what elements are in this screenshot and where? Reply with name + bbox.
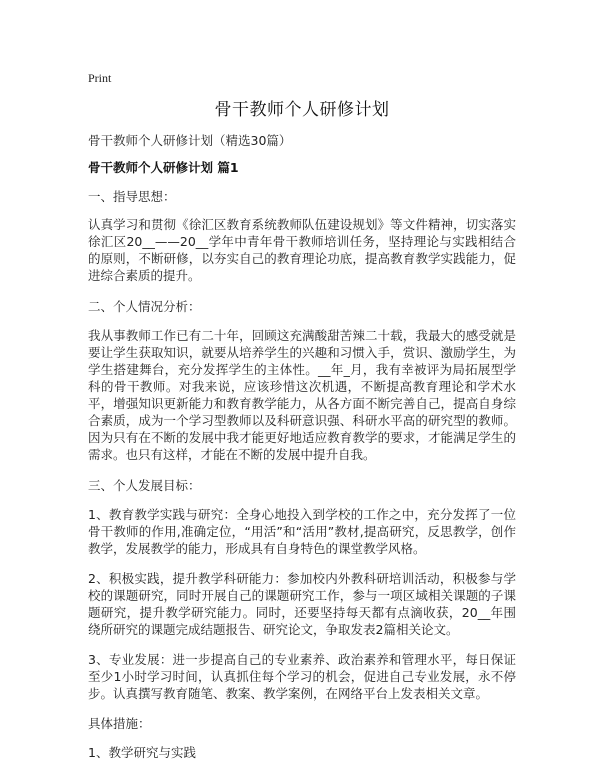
document-page [88,70,516,761]
document-subtitle: 骨干教师个人研修计划（精选30篇） [88,133,292,148]
section-heading-guiding-ideology: 一、指导思想： [88,189,176,204]
section-heading-specific-measures: 具体措施： [88,716,151,731]
paragraph-measure-teaching-research: 1、教学研究与实践 [88,745,196,760]
document-title: 骨干教师个人研修计划 [214,100,390,120]
paragraph-goal-teaching-practice: 1、教育教学实践与研究：全身心地投入到学校的工作之中，充分发挥了一位骨干教师的作用,准确定位，“用活”和“活用”教材,提高研究，反思教学，创作教学，发展教学的能力，形成具有自身特色的课堂教学风格。 [88,507,516,556]
paragraph-goal-professional-development: 3、专业发展：进一步提高自己的专业素养、政治素养和管理水平，每日保证至少1小时学习时间，认真抓住每个学习的机会，促进自己专业发展，永不停步。认真撰写教育随笔、教案、教学案例，在网络平台上发表相关文章。 [88,652,516,701]
paragraph-personal-analysis: 我从事教师工作已有二十年，回顾这充满酸甜苦辣二十载，我最大的感受就是要让学生获取知识，就要从培养学生的兴趣和习惯入手，赏识、激励学生，为学生搭建舞台，充分发挥学生的主体性。__年_月，我有幸被评为局拓展型学科的骨干教师。对我来说，应该珍惜这次机遇，不断提高教育理论和学术水平，增强知识更新能力和教育教学能力，从各方面不断完善自己，提高自身综合素质，成为一个学习型教师以及科研意识强、科研水平高的研究型的教师。因为只有在不断的发展中我才能更好地适应教育教学的要求，才能满足学生的需求。也只有这样，才能在不断的发展中提升自我。 [88,328,516,462]
section-heading-development-goals: 三、个人发展目标： [88,478,201,493]
paragraph-goal-research-ability: 2、积极实践，提升教学科研能力：参加校内外教科研培训活动，积极参与学校的课题研究，同时开展自己的课题研究工作，参与一项区域相关课题的子课题研究，提升教学研究能力。同时，还要坚持每天都有点滴收获，20__年围绕所研究的课题完成结题报告、研究论文，争取发表2篇相关论文。 [88,571,516,637]
section-heading-personal-analysis: 二、个人情况分析： [88,299,201,314]
article-heading: 骨干教师个人研修计划 篇1 [88,160,239,175]
print-label[interactable]: Print [88,71,112,85]
paragraph-guiding-ideology: 认真学习和贯彻《徐汇区教育系统教师队伍建设规划》等文件精神，切实落实徐汇区20__——20__学年中青年骨干教师培训任务，坚持理论与实践相结合的原则，不断研修，以夯实自己的教育理论功底，提高教育教学实践能力，促进综合素质的提升。 [88,217,516,283]
